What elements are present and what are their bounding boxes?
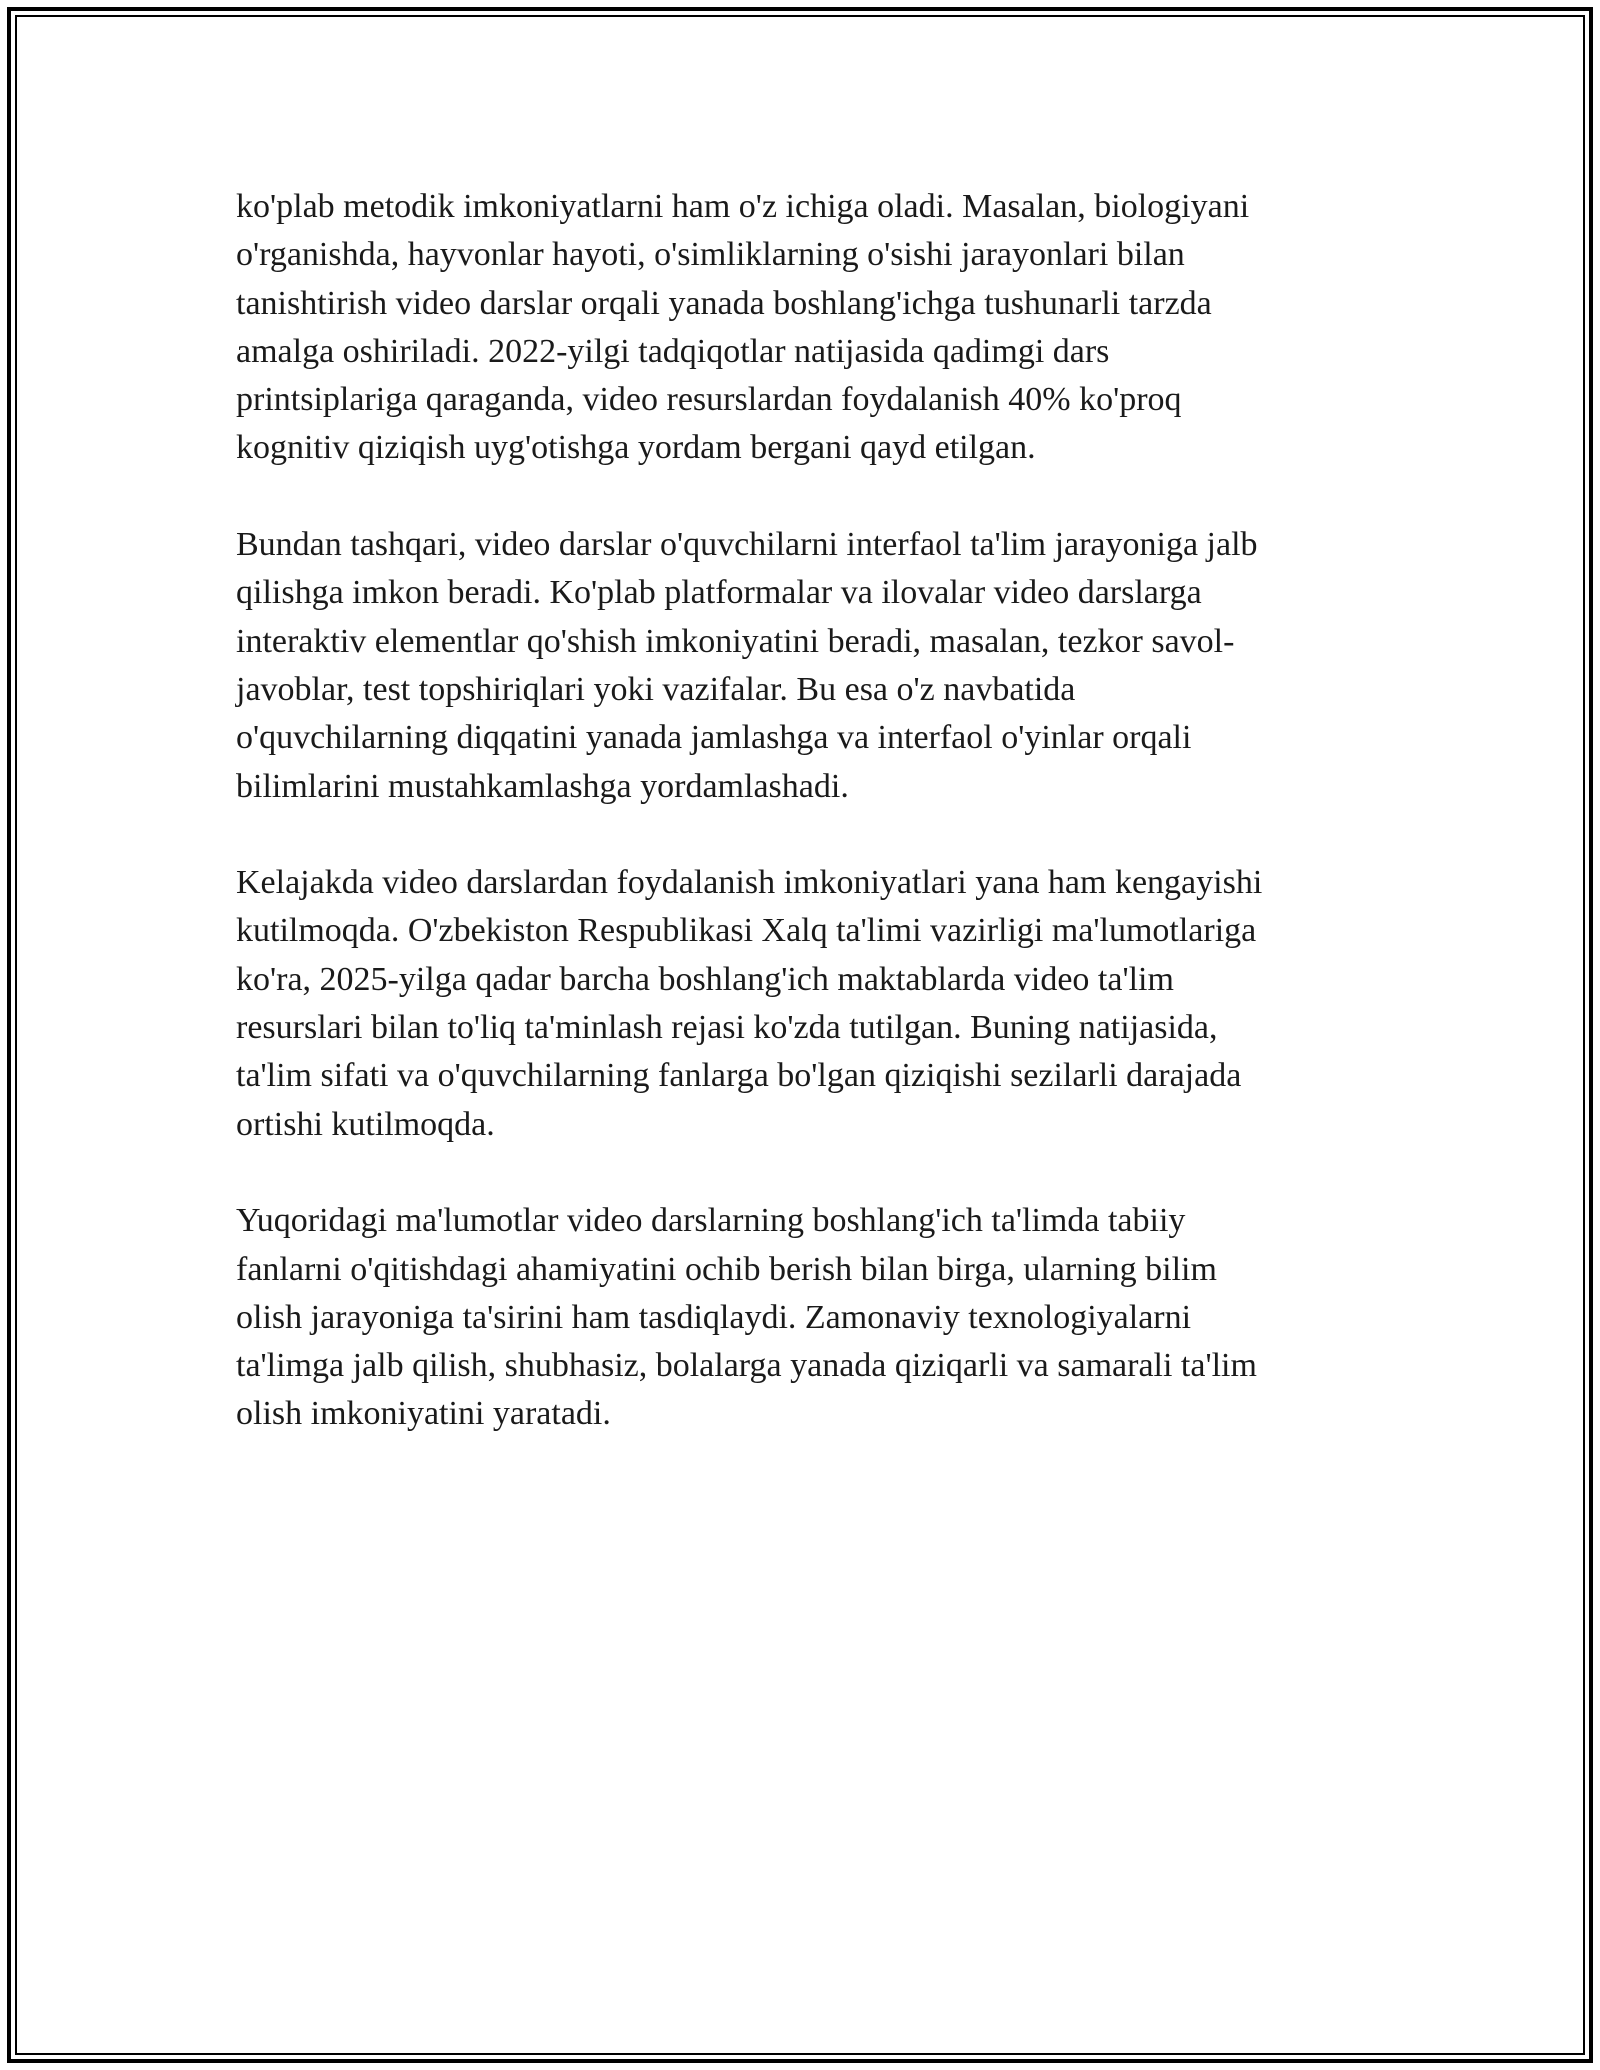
paragraph-4: Yuqoridagi ma'lumotlar video darslarning boshlang'ich ta'limda tabiiy fanlarni o'qitishdagi ahamiyatini ochib berish bilan birga, ularning bilim olish jarayoniga ta'sirini ham tasdiqlaydi. Zamonaviy texnologiyalarni ta'limga jalb qilish, shubhasiz, bolalarga yanada qiziqarli va samarali ta'lim olish imkoniyatini yaratadi. (236, 1202, 1257, 1433)
paragraph-1: ko'plab metodik imkoniyatlarni ham o'z ichiga oladi. Masalan, biologiyani o'rganishda, hayvonlar hayoti, o'simliklarning o'sishi jarayonlari bilan tanishtirish video darslar orqali yanada boshlang'ichga tushunarli tarzda amalga oshiriladi. 2022-yilgi tadqiqotlar natijasida qadimgi dars printsiplariga qaraganda, video resurslardan foydalanish 40% ko'proq kognitiv qiziqish uyg'otishga yordam bergani qayd etilgan. (236, 188, 1250, 467)
paragraph-2: Bundan tashqari, video darslar o'quvchilarni interfaol ta'lim jarayoniga jalb qilishga imkon beradi. Ko'plab platformalar va ilovalar video darslarga interaktiv elementlar qo'shish imkoniyatini beradi, masalan, tezkor savol- javoblar, test topshiriqlari yoki vazifalar. Bu esa o'z navbatida o'quvchilarning diqqatini yanada jamlashga va interfaol o'yinlar orqali bilimlarini mustahkamlashga yordamlashadi. (236, 526, 1258, 805)
document-body (236, 183, 1366, 1487)
paragraph-3: Kelajakda video darslardan foydalanish imkoniyatlari yana ham kengayishi kutilmoqda. O'zbekiston Respublikasi Xalq ta'limi vazirligi ma'lumotlariga ko'ra, 2025-yilga qadar barcha boshlang'ich maktablarda video ta'lim resurslari bilan to'liq ta'minlash rejasi ko'zda tutilgan. Buning natijasida, ta'lim sifati va o'quvchilarning fanlarga bo'lgan qiziqishi sezilarli darajada ortishi kutilmoqda. (236, 864, 1263, 1143)
